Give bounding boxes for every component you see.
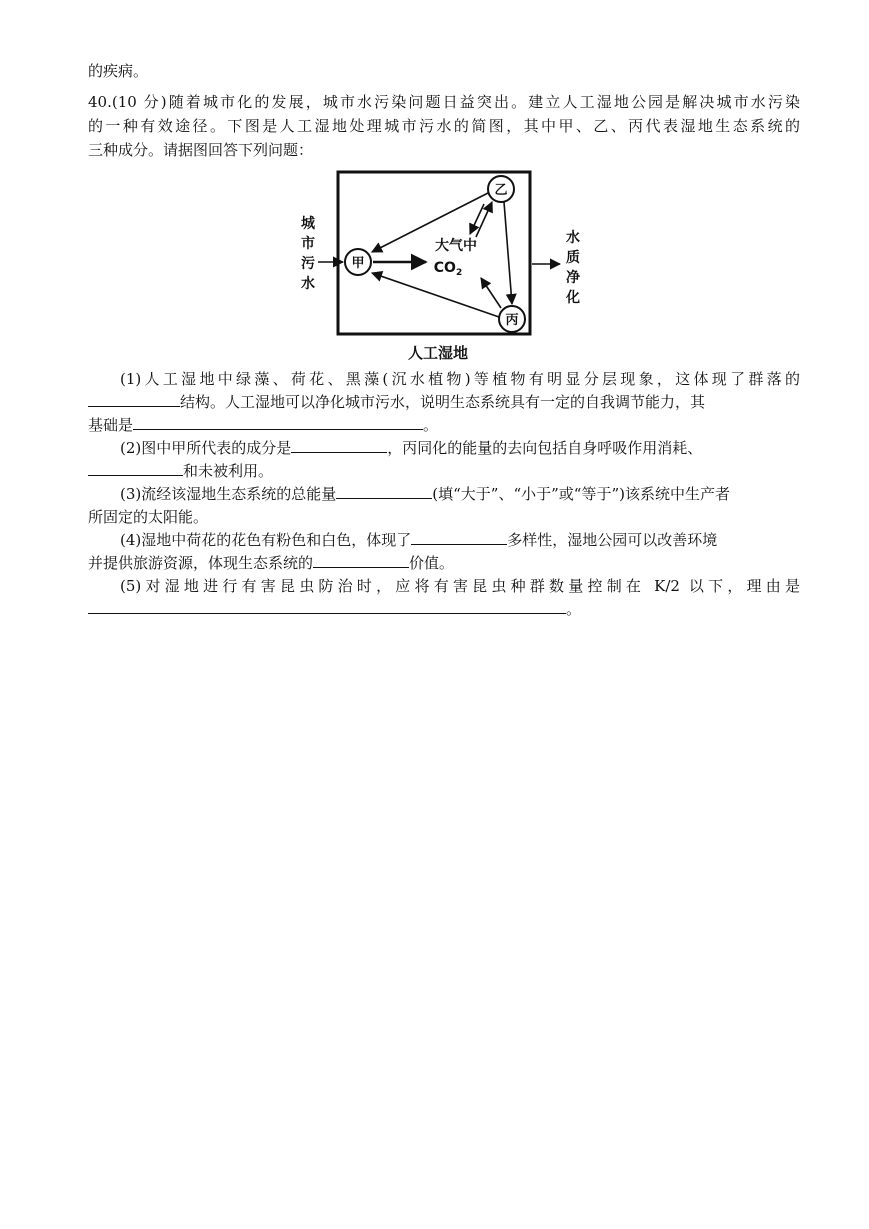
intro-fragment: 的疾病。 bbox=[88, 62, 149, 80]
q2-blank-2[interactable] bbox=[88, 460, 183, 476]
q5-line-2: 。 bbox=[88, 598, 800, 620]
output-label bbox=[565, 229, 581, 306]
input-label bbox=[301, 215, 316, 292]
q1-blank-1[interactable] bbox=[88, 391, 180, 407]
question-line-2: 的一种有效途径。下图是人工湿地处理城市污水的简图，其中甲、乙、丙代表湿地生态系统的 bbox=[88, 117, 800, 135]
q4-blank-2[interactable] bbox=[313, 552, 409, 568]
q1-blank-2[interactable] bbox=[133, 414, 423, 430]
q3-line-2: 所固定的太阳能。 bbox=[88, 508, 209, 526]
svg-text:水: 水 bbox=[566, 230, 580, 246]
svg-text:净: 净 bbox=[566, 270, 580, 286]
arrow-bing-to-co2 bbox=[481, 278, 501, 308]
q2-line-2: 和未被利用。 bbox=[88, 460, 800, 482]
q1-line-1: (1)人工湿地中绿藻、荷花、黑藻(沉水植物)等植物有明显分层现象，这体现了群落的 bbox=[120, 370, 800, 388]
svg-text:城: 城 bbox=[301, 216, 315, 232]
q3-line-1: (3)流经该湿地生态系统的总能量 (填“大于”、“小于”或“等于”)该系统中生产者 bbox=[120, 485, 730, 503]
q1-line-3: 基础是 。 bbox=[88, 416, 439, 434]
q2-line-1: (2)图中甲所代表的成分是 ，丙同化的能量的去向包括自身呼吸作用消耗、 bbox=[120, 439, 703, 457]
svg-text:乙: 乙 bbox=[494, 183, 508, 198]
svg-text:化: 化 bbox=[566, 290, 580, 306]
question-line-1: 40.(10 分)随着城市化的发展，城市水污染问题日益突出。建立人工湿地公园是解决城市水污染 bbox=[88, 93, 800, 111]
wetland-diagram bbox=[288, 168, 588, 364]
q1-line-2: 结构。人工湿地可以净化城市污水，说明生态系统具有一定的自我调节能力，其 bbox=[88, 391, 800, 413]
svg-text:市: 市 bbox=[301, 236, 315, 252]
q2-blank-1[interactable] bbox=[291, 437, 387, 453]
diagram-caption: 人工湿地 bbox=[407, 344, 469, 362]
arrow-yi-to-bing bbox=[504, 202, 512, 304]
q4-line-2: 并提供旅游资源，体现生态系统的 价值。 bbox=[88, 554, 455, 572]
center-label-co2: $CO_2$ bbox=[433, 260, 463, 278]
svg-text:丙: 丙 bbox=[505, 313, 519, 328]
svg-text:质: 质 bbox=[566, 250, 580, 266]
svg-text:水: 水 bbox=[301, 276, 315, 292]
arrow-yi-to-co2 bbox=[470, 204, 484, 234]
q5-blank-1[interactable] bbox=[88, 598, 566, 614]
q4-line-1: (4)湿地中荷花的花色有粉色和白色，体现了 多样性，湿地公园可以改善环境 bbox=[120, 531, 718, 549]
q4-blank-1[interactable] bbox=[411, 529, 507, 545]
arrow-co2-to-yi bbox=[476, 202, 492, 237]
question-line-3: 三种成分。请据图回答下列问题： bbox=[88, 141, 314, 159]
svg-text:污: 污 bbox=[301, 256, 315, 272]
arrow-bing-to-jia bbox=[372, 273, 499, 317]
center-label-line1: 大气中 bbox=[435, 238, 477, 254]
svg-text:甲: 甲 bbox=[351, 256, 365, 271]
q3-blank-1[interactable] bbox=[336, 483, 432, 499]
q5-line-1: (5)对湿地进行有害昆虫防治时，应将有害昆虫种群数量控制在 K/2 以下，理由是 bbox=[120, 577, 800, 595]
